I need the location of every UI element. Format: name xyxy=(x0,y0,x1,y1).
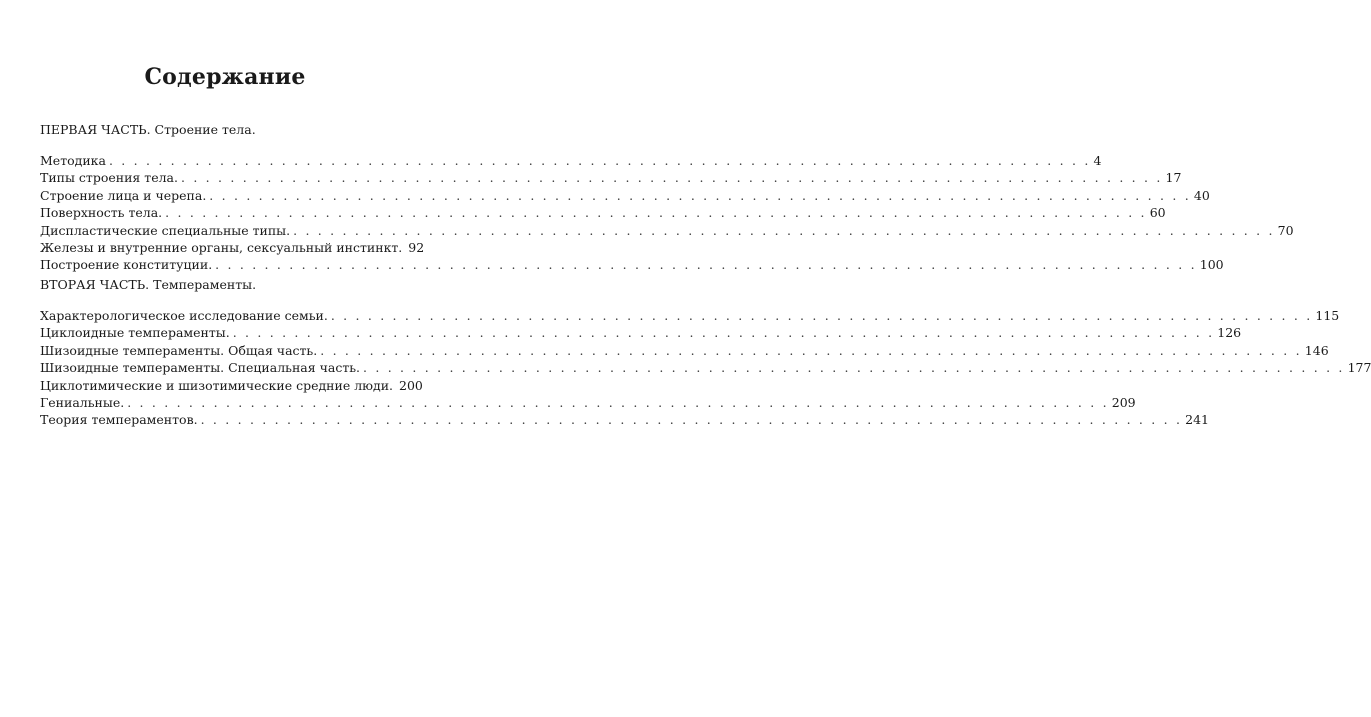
toc-entry xyxy=(40,256,1224,273)
entry-page-number: 4 xyxy=(1093,153,1102,168)
entry-page-number: 40 xyxy=(1193,187,1210,203)
entry-title: Построение конституции. xyxy=(40,257,213,273)
part-heading-second: ВТОРАЯ ЧАСТЬ. Темпераменты. xyxy=(40,277,257,292)
toc-entry xyxy=(40,152,1102,169)
dot-leader xyxy=(127,394,1109,411)
entry-title: Шизоидные темпераменты. Общая часть. xyxy=(40,342,318,358)
toc-entry xyxy=(40,394,1136,411)
entry-title: Диспластические специальные типы. xyxy=(40,222,291,238)
dot-leader xyxy=(293,222,1275,239)
entry-page-number: 146 xyxy=(1304,342,1329,358)
entry-page-number: 241 xyxy=(1185,412,1210,428)
dot-leader xyxy=(209,187,1191,204)
entry-page-number: 17 xyxy=(1165,170,1182,186)
page-title: Содержание xyxy=(144,64,306,90)
toc-entry xyxy=(40,307,1340,324)
dot-leader xyxy=(363,359,1345,376)
toc-entry xyxy=(40,411,1210,428)
entry-title: Циклоидные темпераменты. xyxy=(40,325,230,341)
entry-title: Поверхность тела. xyxy=(40,205,163,221)
dot-leader xyxy=(181,169,1163,186)
dot-leader xyxy=(331,307,1313,324)
entry-title: Характерологическое исследование семьи. xyxy=(40,308,328,323)
entry-title: Шизоидные темпераменты. Специальная часть. xyxy=(40,360,361,376)
toc-entry xyxy=(40,222,1294,239)
dot-leader xyxy=(320,342,1302,359)
dot-leader xyxy=(201,411,1183,428)
entry-page-number: 126 xyxy=(1217,325,1242,341)
toc-list-second-part xyxy=(40,307,1371,429)
toc-entry xyxy=(40,187,1210,204)
entry-title: Методика xyxy=(40,153,106,168)
entry-page-number: 100 xyxy=(1199,257,1224,273)
entry-title: Железы и внутренние органы, сексуальный инстинкт. xyxy=(40,239,403,255)
entry-title: Гениальные. xyxy=(40,394,125,410)
entry-page-number: 92 xyxy=(408,239,425,255)
toc-entry xyxy=(40,342,1329,359)
toc-list-first-part xyxy=(40,152,1294,274)
toc-entry xyxy=(40,377,423,394)
entry-page-number: 60 xyxy=(1149,205,1166,221)
entry-page-number: 177 xyxy=(1347,360,1371,376)
entry-page-number: 70 xyxy=(1277,222,1294,238)
toc-entry xyxy=(40,204,1166,221)
entry-page-number: 200 xyxy=(399,377,423,393)
dot-leader xyxy=(215,256,1197,273)
toc-entry xyxy=(40,359,1371,376)
dot-leader xyxy=(233,324,1215,341)
toc-entry xyxy=(40,169,1182,186)
entry-title: Типы строения тела. xyxy=(40,170,178,186)
dot-leader xyxy=(109,152,1091,169)
toc-entry xyxy=(40,324,1242,341)
entry-page-number: 115 xyxy=(1315,308,1340,323)
part-heading-first: ПЕРВАЯ ЧАСТЬ. Строение тела. xyxy=(40,122,256,137)
entry-title: Теория темпераментов. xyxy=(40,412,198,428)
toc-entry xyxy=(40,239,425,256)
entry-title: Строение лица и черепа. xyxy=(40,187,207,203)
dot-leader xyxy=(165,204,1147,221)
entry-title: Циклотимические и шизотимические средние люди. xyxy=(40,377,394,393)
entry-page-number: 209 xyxy=(1111,394,1136,410)
